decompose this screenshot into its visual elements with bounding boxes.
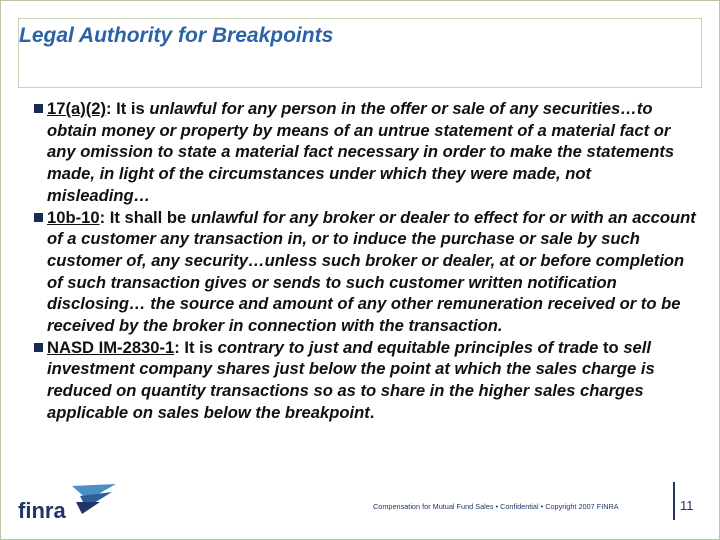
statute-reference: NASD IM-2830-1 (47, 337, 175, 357)
paragraph-tail-intro: to (598, 337, 624, 357)
paragraph-intro: : It is (174, 337, 218, 357)
square-bullet-icon (34, 104, 43, 113)
paragraph-text: contrary to just and equitable principles of trade (217, 337, 599, 357)
page-title: Legal Authority for Breakpoints (19, 24, 334, 47)
paragraph-text: unlawful for any person in the offer or sale of any securities…to obtain money or property by means of an untrue statement of a material fact or any omission to state a material fact necessary in order to make the statements made, in light of the circumstances under which they were made, not misleading… (47, 99, 675, 205)
list-item (34, 337, 696, 424)
paragraph-end: . (369, 402, 375, 422)
square-bullet-icon (34, 213, 43, 222)
square-bullet-icon (34, 343, 43, 352)
finra-logo (16, 482, 120, 526)
paragraph-tail: sell investment company shares just below the point at which the sales charge is reduced on quantity transactions so as to share in the higher sales charges applicable on sales below the breakpoint (47, 337, 655, 422)
statute-reference: 17(a)(2) (47, 99, 107, 118)
footer-divider (673, 482, 675, 520)
list-item (34, 207, 696, 337)
paragraph-intro: : It is (106, 99, 150, 118)
page-number: 11 (680, 498, 694, 513)
paragraph-text: unlawful for any broker or dealer to effect for or with an account of a customer any transaction in, or to induce the purchase or sale by such customer of, any security…unless such broker or dealer, at or before completion of such transaction gives or sends to such customer written notification disclosing… the source and amount of any other remuneration received or to be received by the broker in connection with the transaction. (47, 207, 696, 336)
paragraph-intro: : It shall be (99, 207, 191, 227)
list-item (34, 98, 696, 207)
svg-text:finra: finra (18, 498, 66, 523)
slide-body (34, 98, 696, 424)
statute-reference: 10b-10 (47, 207, 100, 227)
footer-text: Compensation for Mutual Fund Sales • Confidential • Copyright 2007 FINRA (373, 502, 619, 511)
